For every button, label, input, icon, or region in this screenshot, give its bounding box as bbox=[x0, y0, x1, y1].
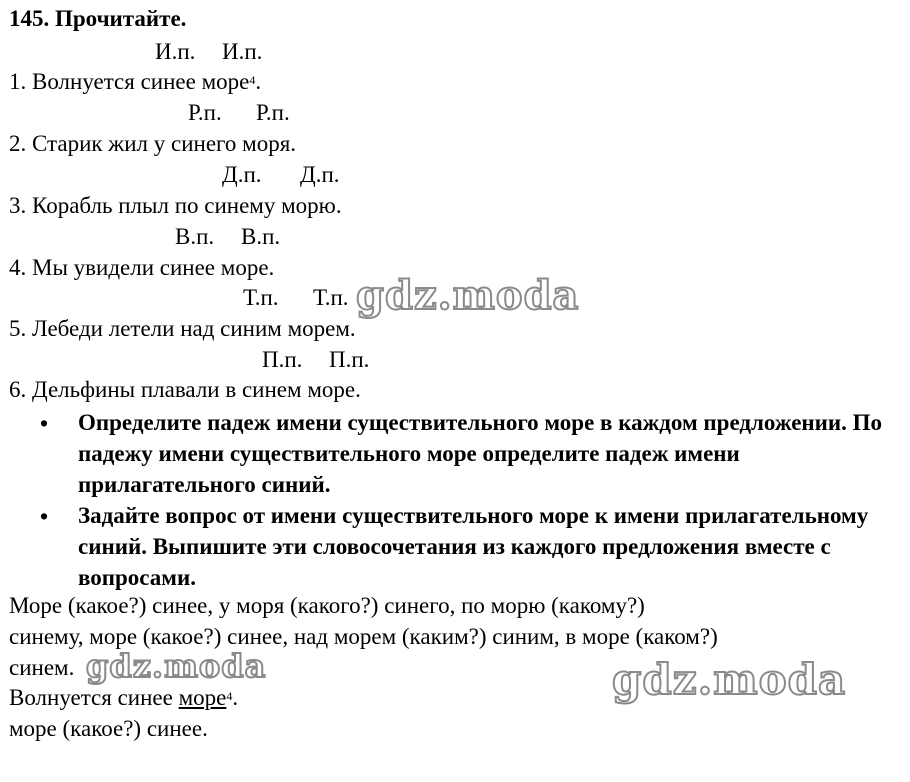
sentence-number: 4. bbox=[9, 255, 27, 280]
bullet-dot: • bbox=[40, 504, 49, 529]
task-2: Задайте вопрос от имени существительного море к имени прилагательному синий. Выпишите эти словосочетания из каждого предложения вместе с вопросами. bbox=[78, 503, 869, 590]
sentence-6 bbox=[9, 376, 361, 404]
sentence-text: Дельфины плавали в синем море. bbox=[32, 377, 361, 402]
sentence-5 bbox=[9, 315, 356, 343]
sentence-text: Корабль плыл по синему морю. bbox=[32, 193, 342, 218]
case-label: Д.п. bbox=[222, 162, 262, 187]
case-label: Т.п. bbox=[243, 285, 279, 310]
case-label: И.п. bbox=[222, 39, 263, 64]
sentence-2 bbox=[9, 130, 296, 158]
sentence-number: 3. bbox=[9, 193, 27, 218]
case-label: В.п. bbox=[241, 224, 281, 249]
sentence-3 bbox=[9, 192, 342, 220]
exercise-title: 145. Прочитайте. bbox=[9, 6, 187, 31]
bullet-dot: • bbox=[40, 411, 49, 436]
sentence-end: . bbox=[255, 69, 262, 94]
example-sentence bbox=[9, 684, 238, 712]
case-label: Т.п. bbox=[313, 285, 349, 310]
sentence-number: 5. bbox=[9, 316, 27, 341]
sentence-number: 2. bbox=[9, 131, 27, 156]
sentence-1 bbox=[9, 68, 261, 96]
watermark-logo: gdz.moda bbox=[86, 647, 267, 685]
sentence-text: Лебеди летели над синим морем. bbox=[32, 316, 356, 341]
case-label: В.п. bbox=[175, 224, 215, 249]
example-answer: море (какое?) синее. bbox=[9, 716, 208, 741]
case-label: И.п. bbox=[155, 39, 196, 64]
case-label: Р.п. bbox=[188, 100, 222, 125]
sentence-number: 1. bbox=[9, 69, 27, 94]
task-1: Определите падеж имени существительного море в каждом предложении. По падежу имени существительного море определите падеж имени прилагательного синий. bbox=[78, 410, 883, 497]
case-label: П.п. bbox=[329, 347, 370, 372]
footnote-mark: 4 bbox=[249, 73, 256, 87]
case-label: П.п. bbox=[262, 347, 303, 372]
answer-line-2: синему, море (какое?) синее, над морем (каким?) синим, в море (каком?) bbox=[9, 624, 718, 649]
footnote-mark: 4 bbox=[226, 689, 233, 703]
sentence-text: Мы увидели синее море. bbox=[32, 255, 275, 280]
answer-line-1: Море (какое?) синее, у моря (какого?) синего, по морю (какому?) bbox=[9, 593, 645, 618]
sentence-text: Волнуется синее море bbox=[32, 69, 250, 94]
answer-line-3: синем. bbox=[9, 655, 75, 680]
sentence-4 bbox=[9, 254, 274, 282]
watermark-logo: gdz.moda bbox=[612, 655, 847, 704]
sentence-number: 6. bbox=[9, 377, 27, 402]
case-label: Д.п. bbox=[300, 162, 340, 187]
example-prefix: Волнуется синее bbox=[9, 685, 179, 710]
watermark-logo: gdz.moda bbox=[356, 272, 580, 319]
case-label: Р.п. bbox=[256, 100, 290, 125]
underlined-word: море bbox=[178, 685, 227, 710]
sentence-text: Старик жил у синего моря. bbox=[32, 131, 297, 156]
example-end: . bbox=[232, 685, 239, 710]
